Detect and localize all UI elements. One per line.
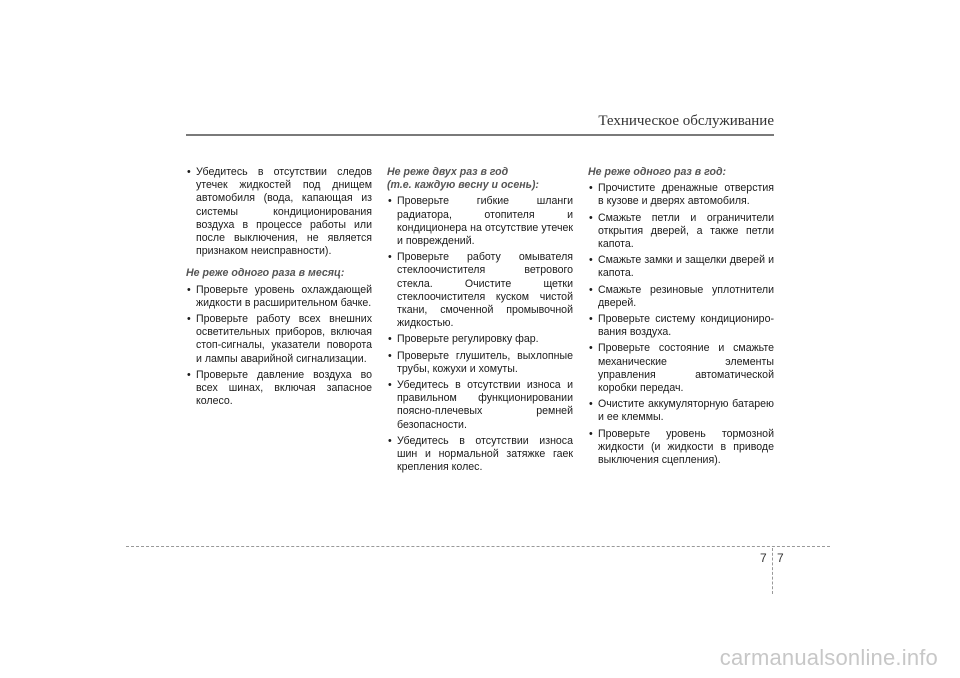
header-rule — [186, 134, 774, 136]
monthly-heading: Не реже одного раза в месяц: — [186, 267, 345, 280]
list-item: • Смажьте резиновые уплотнители дверей. — [588, 284, 774, 310]
list-item: • Очистите аккумуляторную батарею и ее клеммы. — [588, 398, 774, 424]
page-header-title: Техническое обслуживание — [598, 113, 774, 129]
list-item: • Проверьте давление воздуха во всех шинах, включая запасное колесо. — [186, 369, 372, 409]
page-number-separator — [772, 548, 773, 594]
page-number: 7 — [777, 551, 784, 565]
list-item: • Проверьте состояние и смажьте механические элементы управления автоматической коробки передач. — [588, 342, 774, 395]
twice-yearly-heading — [387, 166, 573, 192]
list-item: • Проверьте уровень охлаждающей жидкости в расширительном бачке. — [186, 284, 372, 310]
list-item: • Убедитесь в отсутствии износа и правильном функционировании поясно-плечевых ремней безопасности. — [387, 379, 573, 432]
list-item: • Проверьте глушитель, выхлопные трубы, кожухи и хомуты. — [387, 350, 573, 376]
list-item: • Проверьте работу омывателя стеклоочистителя ветрового стекла. Очистите щетки стеклоочистителя куском чистой ткани, смоченной промывочной жидкостью. — [387, 251, 573, 330]
column-3 — [588, 166, 774, 476]
list-item: • Убедитесь в отсутствии износа шин и нормальной затяжке гаек крепления колес. — [387, 435, 573, 475]
monthly-list — [186, 284, 372, 409]
list-item: • Проверьте систему кондициониро-вания воздуха. — [588, 313, 774, 339]
column-1-list — [186, 166, 372, 258]
list-item: • Убедитесь в отсутствии следов утечек жидкостей под днищем автомобиля (вода, капающая из системы кондиционирования воздуха в процессе работы или после выключения, не является признаком неисправности). — [186, 166, 372, 258]
list-item: • Проверьте регулировку фар. — [387, 333, 573, 346]
twice-yearly-heading-line1: Не реже двух раз в год — [387, 166, 509, 178]
twice-yearly-heading-line2: (т.е. каждую весну и осень): — [387, 179, 539, 192]
watermark: carmanualsonline.info — [719, 645, 938, 670]
list-item: • Смажьте петли и ограничители открытия дверей, а также петли капота. — [588, 212, 774, 252]
list-item: • Смажьте замки и защелки дверей и капота. — [588, 254, 774, 280]
twice-yearly-list — [387, 195, 573, 474]
chapter-number: 7 — [760, 551, 767, 565]
yearly-list — [588, 182, 774, 467]
list-item: • Проверьте уровень тормозной жидкости (и жидкости в приводе выключения сцепления). — [588, 428, 774, 468]
list-item: • Прочистите дренажные отверстия в кузове и дверях автомобиля. — [588, 182, 774, 208]
list-item: • Проверьте гибкие шланги радиатора, отопителя и кондиционера на отсутствие утечек и повреждений. — [387, 195, 573, 248]
yearly-heading: Не реже одного раз в год: — [588, 166, 727, 178]
footer-rule — [126, 546, 830, 547]
column-2 — [387, 166, 573, 483]
column-1 — [186, 166, 372, 417]
list-item: • Проверьте работу всех внешних осветительных приборов, включая стоп-сигналы, указатели поворота и лампы аварийной сигнализации. — [186, 313, 372, 366]
